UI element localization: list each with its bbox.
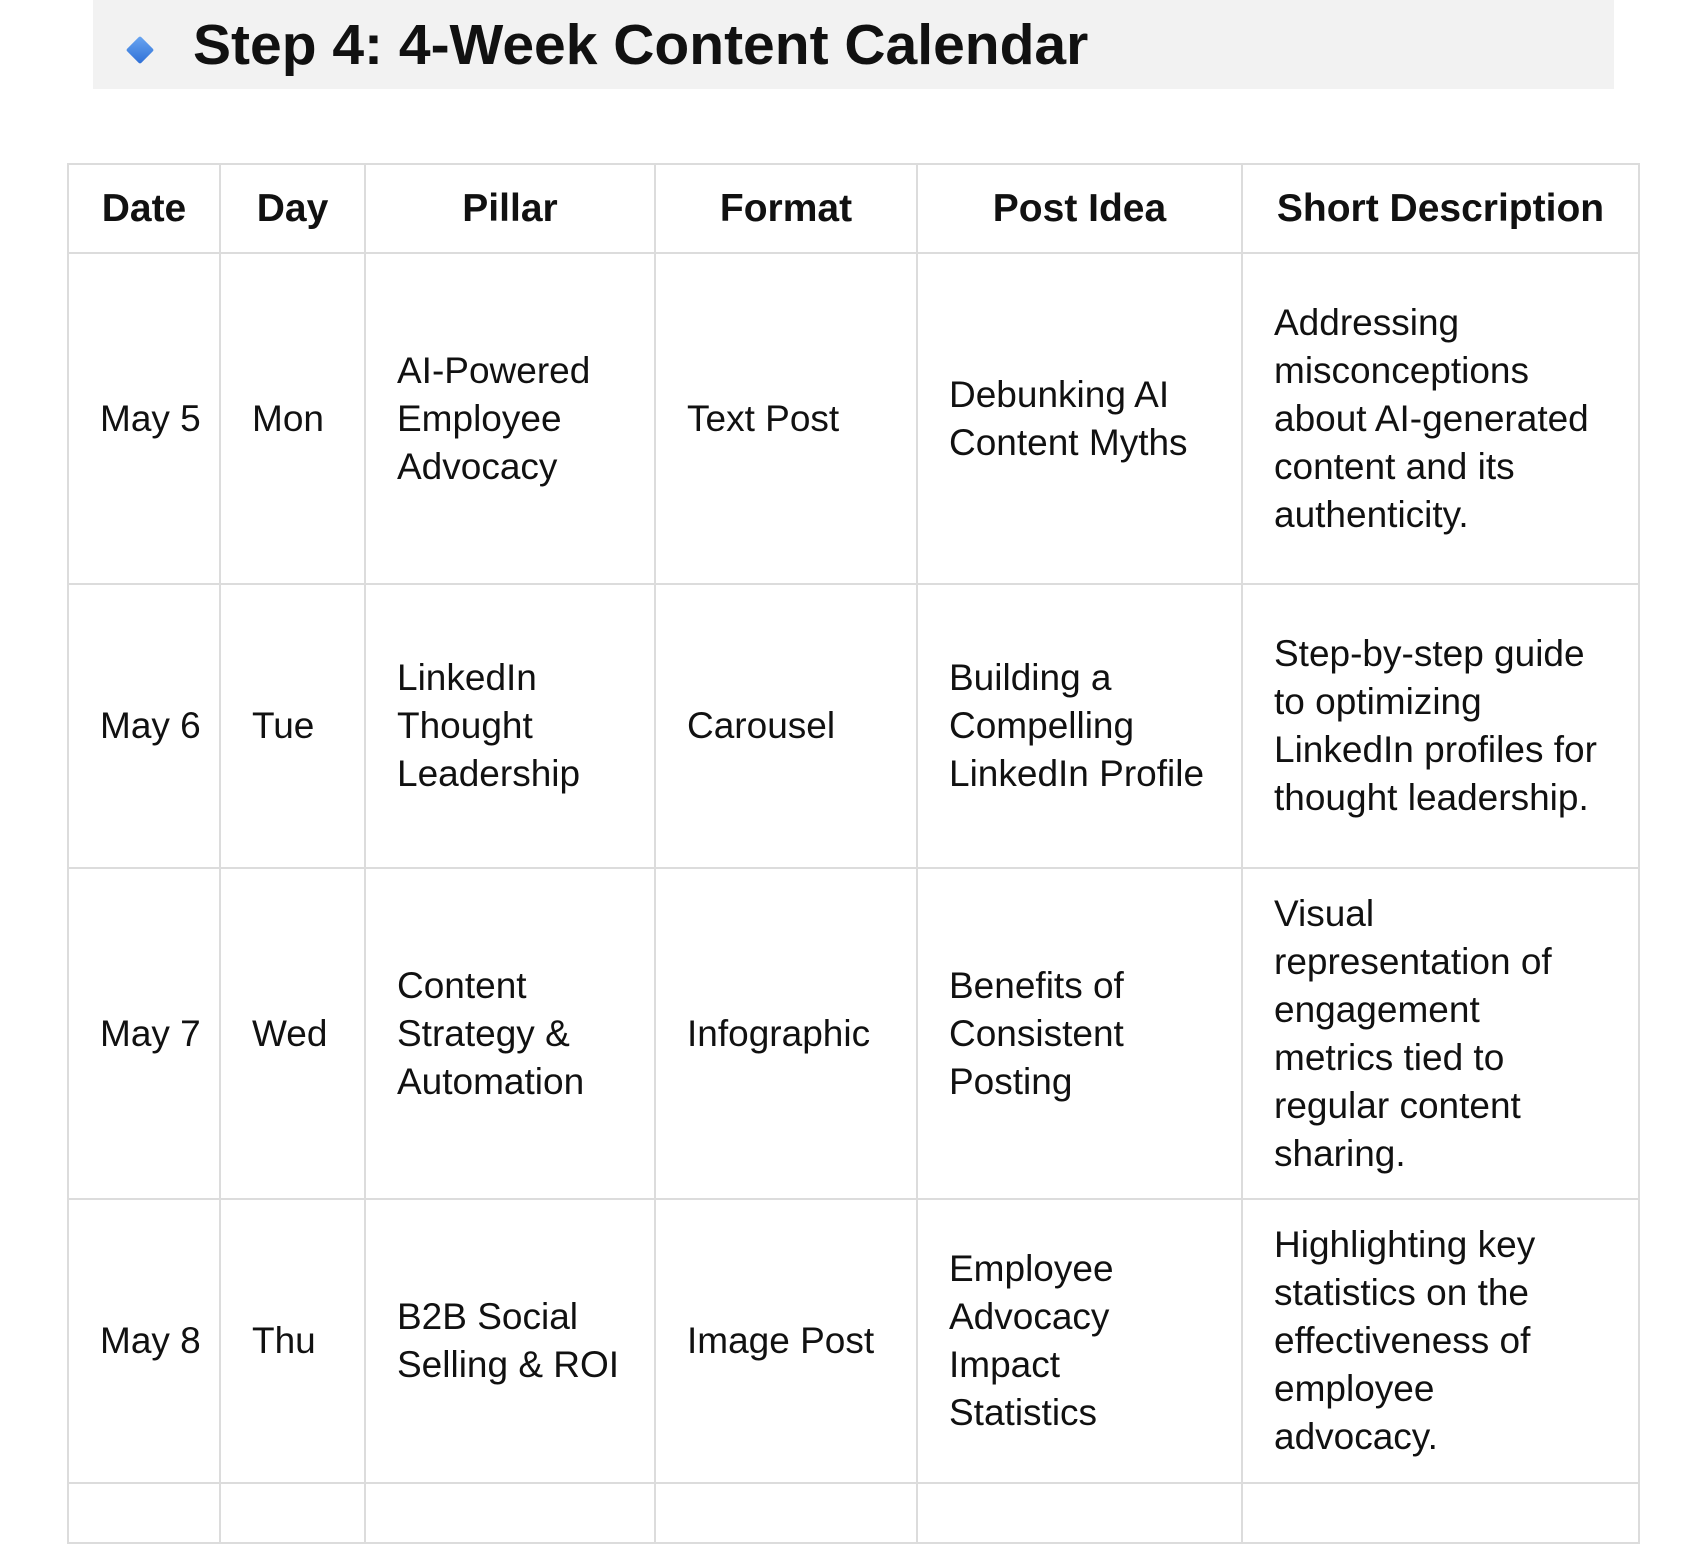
- table-row: [68, 584, 1639, 868]
- cell-short-description: Step-by-step guide to optimizing LinkedIn profiles for thought leadership.: [1242, 584, 1639, 868]
- cell-format: [655, 1483, 917, 1543]
- cell-day: [220, 1483, 365, 1543]
- table-row: [68, 1199, 1639, 1483]
- cell-day: Tue: [220, 584, 365, 868]
- table-row: [68, 1483, 1639, 1543]
- cell-date: May 8: [68, 1199, 220, 1483]
- cell-format: Text Post: [655, 253, 917, 584]
- cell-day: Thu: [220, 1199, 365, 1483]
- cell-format: Carousel: [655, 584, 917, 868]
- table-row: [68, 868, 1639, 1199]
- cell-pillar: AI-Powered Employee Advocacy: [365, 253, 655, 584]
- cell-format: Infographic: [655, 868, 917, 1199]
- cell-post-idea: [917, 1483, 1242, 1543]
- cell-date: [68, 1483, 220, 1543]
- cell-post-idea: Debunking AI Content Myths: [917, 253, 1242, 584]
- cell-date: May 7: [68, 868, 220, 1199]
- cell-format: Image Post: [655, 1199, 917, 1483]
- column-header-format: Format: [655, 164, 917, 253]
- table-row: [68, 253, 1639, 584]
- column-header-day: Day: [220, 164, 365, 253]
- cell-short-description: [1242, 1483, 1639, 1543]
- content-calendar-table: [67, 163, 1640, 1544]
- column-header-date: Date: [68, 164, 220, 253]
- cell-short-description: Visual representation of engagement metrics tied to regular content sharing.: [1242, 868, 1639, 1199]
- cell-pillar: LinkedIn Thought Leadership: [365, 584, 655, 868]
- column-header-post-idea: Post Idea: [917, 164, 1242, 253]
- cell-post-idea: Employee Advocacy Impact Statistics: [917, 1199, 1242, 1483]
- cell-post-idea: Benefits of Consistent Posting: [917, 868, 1242, 1199]
- cell-day: Mon: [220, 253, 365, 584]
- column-header-short-description: Short Description: [1242, 164, 1639, 253]
- cell-short-description: Highlighting key statistics on the effectiveness of employee advocacy.: [1242, 1199, 1639, 1483]
- cell-pillar: B2B Social Selling & ROI: [365, 1199, 655, 1483]
- cell-short-description: Addressing misconceptions about AI-generated content and its authenticity.: [1242, 253, 1639, 584]
- cell-pillar: Content Strategy & Automation: [365, 868, 655, 1199]
- cell-day: Wed: [220, 868, 365, 1199]
- section-title: Step 4: 4-Week Content Calendar: [193, 13, 1089, 77]
- cell-post-idea: Building a Compelling LinkedIn Profile: [917, 584, 1242, 868]
- cell-date: May 5: [68, 253, 220, 584]
- table-header-row: [68, 164, 1639, 253]
- cell-pillar: [365, 1483, 655, 1543]
- cell-date: May 6: [68, 584, 220, 868]
- column-header-pillar: Pillar: [365, 164, 655, 253]
